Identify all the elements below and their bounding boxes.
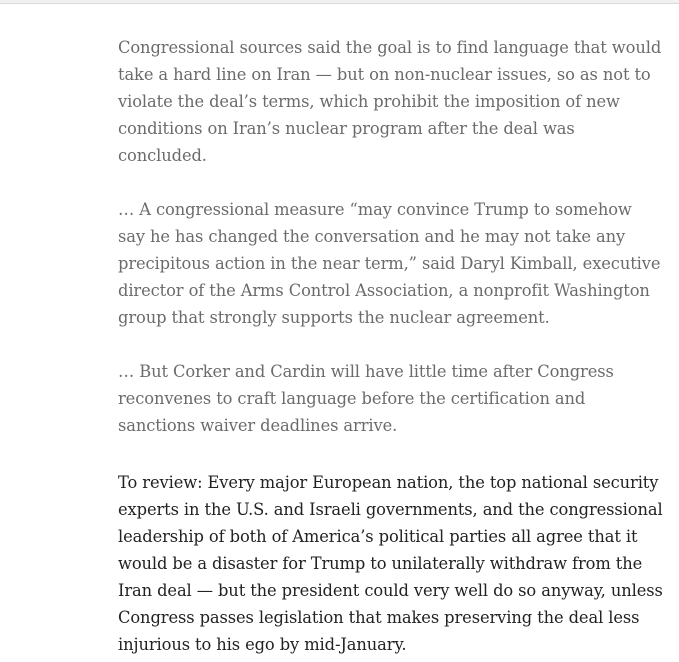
body-paragraph: To review: Every major European nation, the top national security experts in the U.S. and Israeli governments, and the congressional leadership of both of America’s political parties all agree that it would be a disaster for Trump to unilaterally withdraw from the Iran deal — but the president could very well do so anyway, unless Congress passes legislation that makes preserving the deal less injurious to his ego by mid-January. [118,473,663,654]
article-body [118,34,663,658]
quote-paragraph-2: … A congressional measure “may convince Trump to somehow say he has changed the conversation and he may not take any precipitous action in the near term,” said Daryl Kimball, executive director of the Arms Control Association, a nonprofit Washington group that strongly supports the nuclear agreement. [118,200,661,327]
quote-paragraph-1: Congressional sources said the goal is to find language that would take a hard line on Iran — but on non-nuclear issues, so as not to violate the deal’s terms, which prohibit the imposition of new conditions on Iran’s nuclear program after the deal was concluded. [118,38,662,165]
top-divider [0,0,679,4]
block-quote [118,34,663,439]
quote-paragraph-3: … But Corker and Cardin will have little time after Congress reconvenes to craft language before the certification and sanctions waiver deadlines arrive. [118,362,614,435]
